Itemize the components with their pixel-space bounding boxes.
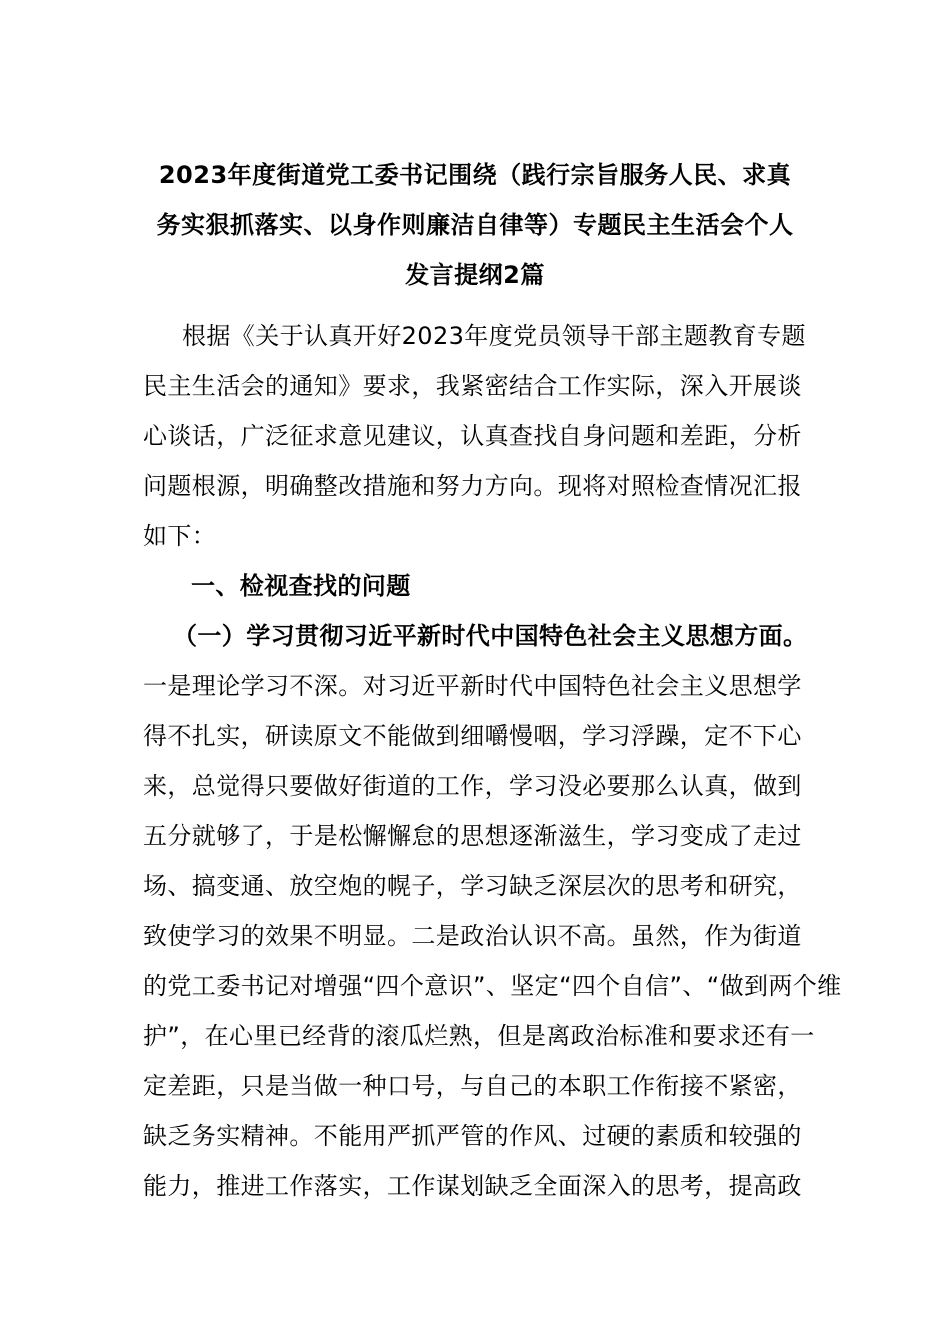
body-line: 缺乏务实精神。不能用严抓严管的作风、过硬的素质和较强的 bbox=[143, 1122, 802, 1150]
body-line: 护”，在心里已经背的滚瓜烂熟，但是离政治标准和要求还有一 bbox=[143, 1022, 815, 1050]
body-line: 一是理论学习不深。对习近平新时代中国特色社会主义思想学 bbox=[143, 672, 802, 700]
body-line: 场、搞变通、放空炮的幌子，学习缺乏深层次的思考和研究， bbox=[143, 872, 802, 900]
section-heading: 一、检视查找的问题 bbox=[191, 572, 411, 600]
body-line: 定差距，只是当做一种口号，与自己的本职工作衔接不紧密， bbox=[143, 1072, 802, 1100]
intro-line: 问题根源，明确整改措施和努力方向。现将对照检查情况汇报 bbox=[143, 472, 802, 500]
intro-line: 心谈话，广泛征求意见建议，认真查找自身问题和差距，分析 bbox=[143, 422, 802, 450]
body-line: 五分就够了，于是松懈懈怠的思想逐渐滋生，学习变成了走过 bbox=[143, 822, 802, 850]
body-line: 得不扎实，研读原文不能做到细嚼慢咽，学习浮躁，定不下心 bbox=[143, 722, 802, 750]
document-body bbox=[143, 311, 842, 1211]
subsection-heading: （一）学习贯彻习近平新时代中国特色社会主义思想方面。 bbox=[173, 622, 808, 650]
intro-line: 民主生活会的通知》要求，我紧密结合工作实际，深入开展谈 bbox=[143, 372, 802, 400]
intro-line: 如下： bbox=[143, 522, 217, 550]
document-title bbox=[143, 150, 807, 300]
intro-line: 根据《关于认真开好2023年度党员领导干部主题教育专题 bbox=[182, 322, 806, 350]
body-line: 的党工委书记对增强“四个意识”、坚定“四个自信”、“做到两个维 bbox=[143, 972, 842, 1000]
title-line: 务实狠抓落实、以身作则廉洁自律等）专题民主生活会个人 bbox=[156, 211, 794, 239]
body-line: 致使学习的效果不明显。二是政治认识不高。虽然，作为街道 bbox=[143, 922, 802, 950]
title-line: 2023年度街道党工委书记围绕（践行宗旨服务人民、求真 bbox=[158, 161, 792, 189]
body-line: 能力，推进工作落实，工作谋划缺乏全面深入的思考，提高政 bbox=[143, 1172, 802, 1200]
title-line: 发言提纲2篇 bbox=[405, 261, 545, 289]
body-line: 来，总觉得只要做好街道的工作，学习没必要那么认真，做到 bbox=[143, 772, 802, 800]
